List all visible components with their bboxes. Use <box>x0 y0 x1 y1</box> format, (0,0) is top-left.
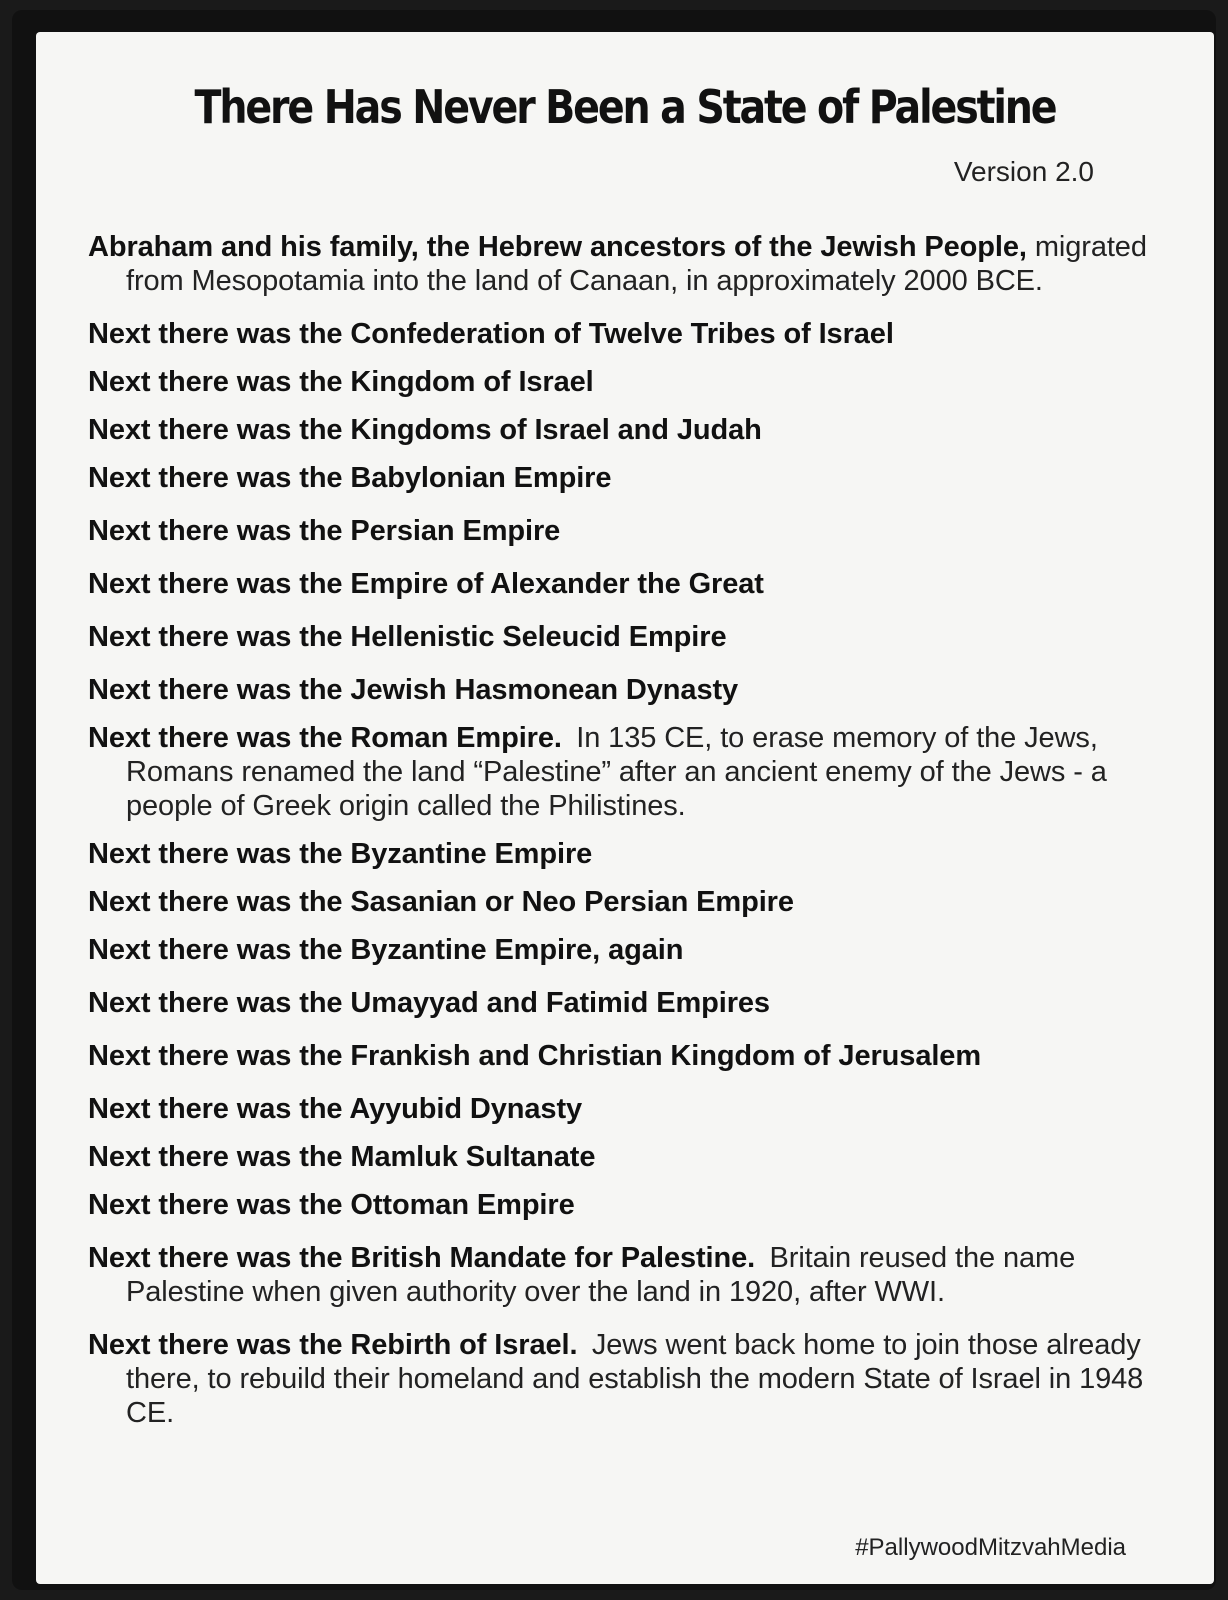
entry-note: Jews went back home to join those already there, to rebuild their homeland and establish the modern State of Israel in 1948 CE. <box>126 1329 1144 1429</box>
timeline-entry <box>88 365 1198 399</box>
timeline-entry <box>88 620 1198 654</box>
timeline-entry <box>88 1328 1198 1430</box>
entry-lead: Next there was the British Mandate for Palestine. <box>88 1242 756 1274</box>
timeline-entry <box>88 1140 1198 1174</box>
entry-note: In 135 CE, to erase memory of the Jews, Romans renamed the land “Palestine” after an ancient enemy of the Jews - a people of Greek origin called the Philistines. <box>126 722 1107 822</box>
intro-rest: migrated from Mesopotamia into the land of Canaan, in approximately 2000 BCE. <box>126 231 1147 297</box>
entry-lead: Next there was the Persian Empire <box>88 515 561 547</box>
timeline-entry <box>88 317 1198 351</box>
timeline-entry <box>88 1241 1198 1309</box>
entry-lead: Next there was the Confederation of Twelve Tribes of Israel <box>88 318 894 350</box>
entry-lead: Next there was the Byzantine Empire <box>88 838 593 870</box>
timeline-entry <box>88 885 1198 919</box>
document-page <box>36 32 1214 1584</box>
entry-lead: Next there was the Mamluk Sultanate <box>88 1141 596 1173</box>
timeline-entry <box>88 1188 1198 1222</box>
timeline-entry <box>88 933 1198 967</box>
page-title: There Has Never Been a State of Palestine <box>194 80 1056 134</box>
entry-lead: Next there was the Umayyad and Fatimid Empires <box>88 987 770 1019</box>
entry-lead: Next there was the Jewish Hasmonean Dynasty <box>88 674 739 706</box>
entry-lead: Next there was the Roman Empire. <box>88 722 562 754</box>
timeline-entry <box>88 1092 1198 1126</box>
timeline-intro <box>88 230 1198 298</box>
entry-note: Britain reused the name Palestine when given authority over the land in 1920, after WWI. <box>126 1242 1076 1308</box>
timeline-entry <box>88 461 1198 495</box>
timeline-entry <box>88 413 1198 447</box>
entry-lead: Next there was the Babylonian Empire <box>88 462 612 494</box>
entry-lead: Next there was the Rebirth of Israel. <box>88 1329 578 1361</box>
timeline-entry <box>88 986 1198 1020</box>
entry-lead: Next there was the Frankish and Christian Kingdom of Jerusalem <box>88 1040 982 1072</box>
entry-lead: Next there was the Empire of Alexander the Great <box>88 568 764 600</box>
timeline-list <box>88 230 1198 1444</box>
footer-hashtag: #PallywoodMitzvahMedia <box>855 1534 1126 1561</box>
version-label: Version 2.0 <box>953 156 1094 187</box>
timeline-entries <box>88 317 1198 1430</box>
timeline-entry <box>88 673 1198 707</box>
entry-lead: Next there was the Ayyubid Dynasty <box>88 1093 583 1125</box>
entry-lead: Next there was the Byzantine Empire, again <box>88 934 684 966</box>
entry-lead: Next there was the Kingdoms of Israel and Judah <box>88 414 762 446</box>
entry-lead: Next there was the Hellenistic Seleucid Empire <box>88 621 727 653</box>
timeline-entry <box>88 567 1198 601</box>
timeline-entry <box>88 1039 1198 1073</box>
entry-lead: Next there was the Ottoman Empire <box>88 1189 575 1221</box>
timeline-entry <box>88 721 1198 823</box>
page-border <box>12 10 1216 1590</box>
timeline-entry <box>88 514 1198 548</box>
entry-lead: Next there was the Sasanian or Neo Persian Empire <box>88 886 794 918</box>
timeline-entry <box>88 837 1198 871</box>
entry-lead: Next there was the Kingdom of Israel <box>88 366 594 398</box>
intro-lead: Abraham and his family, the Hebrew ancestors of the Jewish People, <box>88 231 1027 263</box>
